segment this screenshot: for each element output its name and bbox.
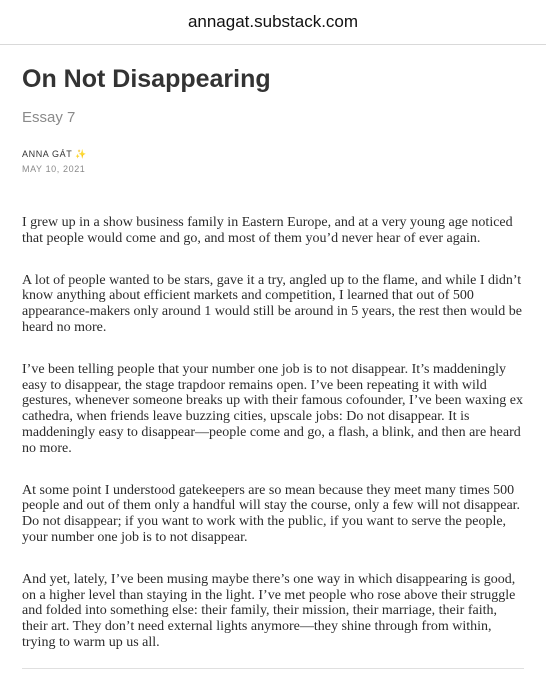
paragraph: I grew up in a show business family in Eastern Europe, and at a very young age noticed that people would come and go, and most of them you’d never hear of ever again.	[22, 215, 513, 246]
address-bar[interactable]	[0, 0, 546, 45]
bottom-divider	[22, 668, 524, 669]
paragraph: And yet, lately, I’ve been musing maybe there’s one way in which disappearing is good, on a higher level than staying in the light. I’ve met people who rose above their struggle and folded into something else: their family, their mission, their marriage, their faith, their art. They don’t need external lights anymore—they shine through from within, trying to warm up us all.	[22, 571, 516, 650]
url-text[interactable]: annagat.substack.com	[187, 12, 359, 31]
author-name[interactable]: ANNA GÁT	[22, 149, 73, 159]
paragraph: I’ve been telling people that your number one job is to not disappear. It’s maddeningly easy to disappear, the stage trapdoor remains open. I’ve been repeating it with wild gestures, whenever someone breaks up with their famous cofounder, I’ve been waxing ex cathedra, when friends leave buzzing cities, upscale jobs: Do not disappear. It is maddeningly easy to disappear—people come and go, a flash, a blink, and then are heard no more.	[22, 361, 523, 456]
author-row	[22, 148, 524, 160]
post-title: On Not Disappearing	[22, 65, 271, 93]
article	[0, 45, 546, 651]
paragraph: At some point I understood gatekeepers are so mean because they meet many times 500 people and out of them only a handful will stay the course, only a few will not disappear. Do not disappear; if you want to work with the public, if you want to serve the people, your number one job is to not disappear.	[22, 482, 521, 545]
sparkles-icon: ✨	[75, 149, 88, 159]
byline	[22, 148, 524, 175]
post-date: MAY 10, 2021	[22, 164, 86, 174]
paragraph: A lot of people wanted to be stars, gave it a try, angled up to the flame, and while I didn’t know anything about efficient markets and competition, I learned that out of 500 appearance-makers only around 1 would still be around in 5 years, the rest then would be heard no more.	[22, 272, 522, 335]
post-subtitle: Essay 7	[22, 109, 76, 126]
post-body	[22, 215, 524, 651]
